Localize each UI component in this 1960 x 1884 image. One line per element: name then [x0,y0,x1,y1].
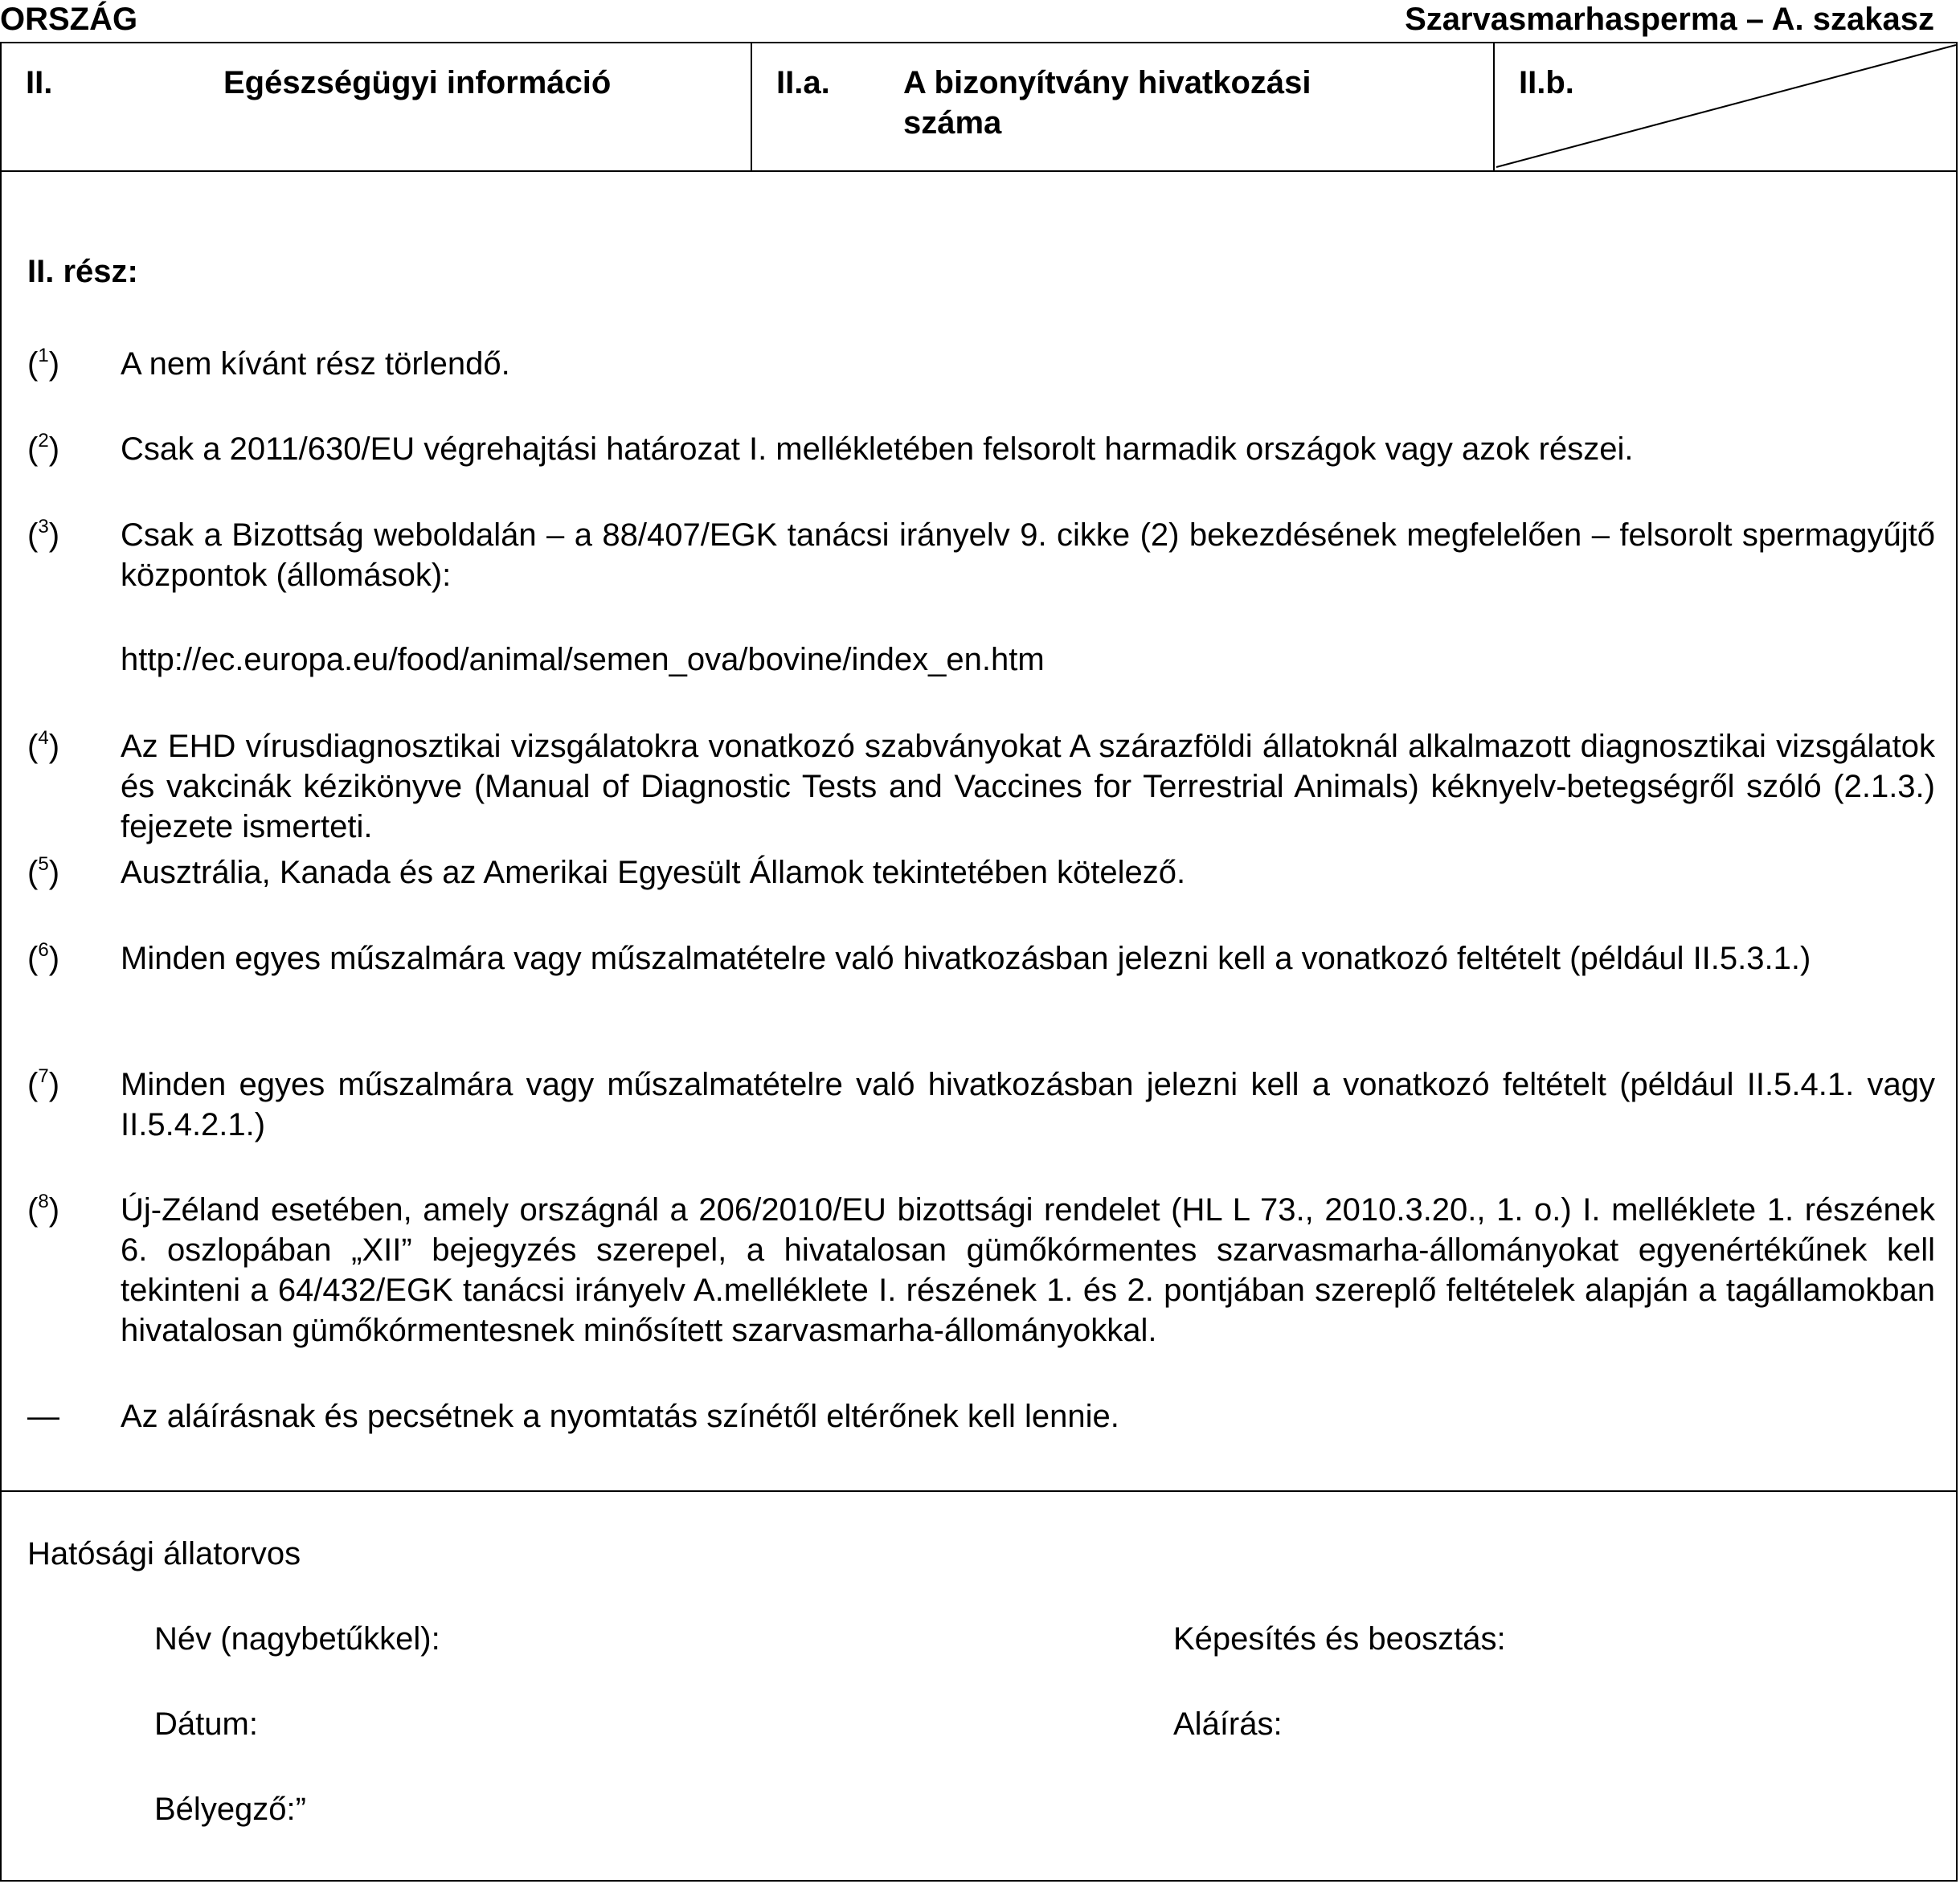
note-5-text: Ausztrália, Kanada és az Amerikai Egyesült Államok tekintetében kötelező. [121,855,1186,890]
header-cell-reference [752,43,1495,170]
note-7-text: Minden egyes műszalmára vagy műszalmatételre való hivatkozásban jelezni kell a vonatkozó feltételt (például II.5.4.1. vagy II.5.4.2.1.) [121,1067,1935,1142]
note-5-marker: ($^5$) [27,853,60,890]
note-dash-text: Az aláírásnak és pecsétnek a nyomtatás színétől eltérőnek kell lennie. [121,1399,1119,1434]
note-3-marker: ($^3$) [27,516,60,553]
section-label: Szarvasmarhasperma – A. szakasz [1405,2,1934,37]
date-label: Dátum: [154,1706,258,1742]
signature-section [2,1492,1956,1881]
note-8-text: Új-Zéland esetében, amely országnál a 206/2010/EU bizottsági rendelet (HL L 73., 2010.3.20., 1. o.) I. melléklete 1. részének 6. oszlopában „XII” bejegyzés szerepel, a hivatalosan gümőkórmentes szarvasmarha-állományokat egyenértékűnek kell tekinteni a 64/432/EGK tanácsi irányelv A.melléklete I. részének 1. és 2. pontjában szereplő feltételek alapján a tagállamokban hivatalosan gümőkórmentesnek minősített szarvasmarha-állományokkal. [121,1192,1935,1348]
note-3-url-text: http://ec.europa.eu/food/animal/semen_ova/bovine/index_en.htm [121,642,1045,677]
header-cell-health-info [2,43,752,170]
notes-section [2,172,1956,1492]
diagonal-line [1495,43,1958,170]
header-row [2,43,1956,172]
note-3-text: Csak a Bizottság weboldalán – a 88/407/EGK tanácsi irányelv 9. cikke (2) bekezdésének megfelelően – felsorolt spermagyűjtő központok (állomások): [121,517,1935,593]
header-cell-iib [1495,43,1958,170]
country-label: ORSZÁG [0,2,138,37]
note-dash-marker: — [27,1399,59,1434]
stamp-label: Bélyegző:” [154,1792,306,1827]
note-1-text: A nem kívánt rész törlendő. [121,346,510,382]
header-label-reference: A bizonyítvány hivatkozási száma [903,65,1311,141]
official-vet-heading: Hatósági állatorvos [27,1536,301,1571]
certificate-frame [0,42,1958,1882]
note-8-marker: ($^8$) [27,1191,60,1228]
part-title: II. rész: [27,254,138,289]
note-6-marker: ($^6$) [27,939,60,976]
note-1-marker: ($^1$) [27,345,60,382]
header-number-iib: II.b. [1519,65,1574,100]
name-label: Név (nagybetűkkel): [154,1621,440,1657]
qualification-label: Képesítés és beosztás: [1173,1621,1506,1657]
signature-label: Aláírás: [1173,1706,1283,1742]
note-2-marker: ($^2$) [27,430,60,467]
note-4-marker: ($^4$) [27,727,60,764]
header-number-ii: II. [26,65,53,100]
header-label-health-info: Egészségügyi információ [223,65,612,100]
note-6-text: Minden egyes műszalmára vagy műszalmatételre való hivatkozásban jelezni kell a vonatkozó feltételt (például II.5.3.1.) [121,941,1811,976]
header-number-iia: II.a. [776,65,830,100]
note-4-text: Az EHD vírusdiagnosztikai vizsgálatokra vonatkozó szabványokat A szárazföldi állatoknál alkalmazott diagnosztikai vizsgálatok és vakcinák kézikönyve (Manual of Diagnostic Tests and Vaccines for Terrestrial Animals) kéknyelv-betegségről szóló (2.1.3.) fejezete ismerteti. [121,729,1935,844]
note-2-text: Csak a 2011/630/EU végrehajtási határozat I. mellékletében felsorolt harmadik országok vagy azok részei. [121,431,1634,467]
note-7-marker: ($^7$) [27,1065,60,1102]
